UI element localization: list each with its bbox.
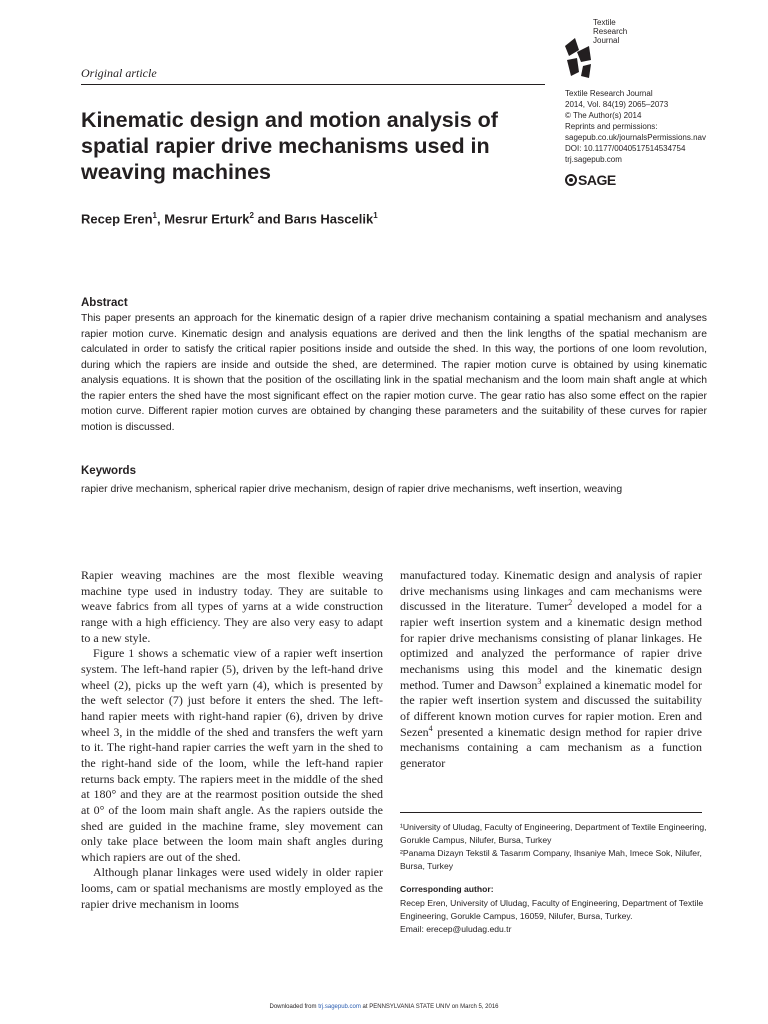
corresponding-author-email[interactable]: Email: erecep@uludag.edu.tr bbox=[400, 924, 512, 934]
download-suffix: at PENNSYLVANIA STATE UNIV on March 5, 2016 bbox=[360, 1004, 499, 1010]
body-paragraph: Rapier weaving machines are the most flexible weaving machine type used in industry today. They are suitable to weave fabrics from all types of yarns at a wide construction range with a high efficiency. They are also very easy to adapt to a new style. bbox=[81, 568, 383, 645]
permissions-link[interactable]: sagepub.co.uk/journalsPermissions.nav bbox=[565, 133, 706, 142]
body-paragraph: Although planar linkages were used widely in older rapier looms, cam or spatial mechanisms are mostly employed as the rapier drive mechanism in looms bbox=[81, 865, 383, 911]
reprints-label: Reprints and permissions: bbox=[565, 122, 658, 131]
body-paragraph: Figure 1 shows a schematic view of a rapier weft insertion system. The left-hand rapier (5), driven by the left-hand drive wheel (2), picks up the weft yarn (4), which is presented by the weft selector (7) just before it enters the shed. The left-hand rapier meets with right-hand rapier (6), driven by drive wheel 3, in the middle of the shed and transfers the weft yarn to it. The right-hand rapier carries the weft yarn in the shed to the right-hand side of the loom, while the left-hand rapier returns back empty. The rapiers meet in the middle of the shed at 180° and they are at the rearmost position outside the shed at 0° of the loom main shaft angle. As the rapiers outside the shed are guided in the machine frame, sley movement can only take place between the loom main shaft angles during which rapiers are out of the shed. bbox=[81, 646, 383, 864]
author-name: Mesrur Erturk bbox=[164, 211, 250, 227]
journal-logo-line: Journal bbox=[593, 36, 620, 45]
download-link[interactable]: trj.sagepub.com bbox=[318, 1004, 361, 1010]
abstract-heading: Abstract bbox=[81, 297, 128, 309]
publisher-logo-text: SAGE bbox=[578, 172, 616, 188]
author-list bbox=[81, 211, 378, 226]
download-notice bbox=[0, 1004, 768, 1010]
corresponding-author-address: Recep Eren, University of Uludag, Faculty of Engineering, Department of Textile Engineering, Gorukle Campus, 16059, Nilufer, Bursa, Turkey. bbox=[400, 898, 704, 921]
keywords-heading: Keywords bbox=[81, 465, 136, 477]
journal-logo-line: Textile bbox=[593, 18, 616, 27]
article-type-label: Original article bbox=[81, 66, 157, 80]
body-column-left bbox=[81, 568, 383, 912]
publisher-logo bbox=[565, 172, 616, 188]
footnote: ²Panama Dizayn Tekstil & Tasarım Company, Ihsaniye Mah, Imece Sok, Nilufer, Bursa, Turkey bbox=[400, 848, 702, 871]
body-text: explained a kinematic model for the rapier weft insertion system and discussed the suitability of different known motion curves for rapier motion. Eren and Sezen bbox=[400, 677, 702, 739]
author-name: Barıs Hascelik bbox=[284, 211, 374, 227]
body-text: presented a kinematic design method for rapier drive mechanisms containing a cam mechanism as a function generator bbox=[400, 724, 702, 770]
journal-logo-text bbox=[593, 18, 627, 45]
author-separator: and bbox=[253, 211, 285, 227]
paper-title: Kinematic design and motion analysis of spatial rapier drive mechanisms used in weaving machines bbox=[81, 108, 498, 184]
author-affiliation: 1 bbox=[152, 211, 157, 220]
download-prefix: Downloaded from bbox=[269, 1004, 319, 1010]
sage-logo-icon bbox=[565, 174, 577, 186]
footnote: ¹University of Uludag, Faculty of Engineering, Department of Textile Engineering, Gorukle Campus, Nilufer, Bursa, Turkey bbox=[400, 822, 707, 845]
body-text: developed a model for a rapier weft insertion system and a kinematic design method for rapier drive mechanisms consisting of planar linkages. He optimized and analyzed the performance of rapier drive mechanisms using this model and the kinematic design method. Tumer and Dawson bbox=[400, 599, 702, 692]
citation-ref[interactable]: 2 bbox=[568, 598, 573, 608]
corresponding-author-heading: Corresponding author: bbox=[400, 884, 494, 894]
doi[interactable]: DOI: 10.1177/0040517514534754 bbox=[565, 144, 686, 153]
journal-logo-line: Research bbox=[593, 27, 628, 36]
corresponding-author bbox=[400, 897, 710, 936]
keywords-text: rapier drive mechanism, spherical rapier drive mechanism, design of rapier drive mechanisms, weft insertion, weaving bbox=[81, 484, 623, 495]
body-text: manufactured today. Kinematic design and analysis of rapier drive mechanisms using linkages and cam mechanisms were discussed in the literature. Tumer bbox=[400, 568, 702, 614]
affiliation-footnotes bbox=[400, 821, 710, 873]
journal-name: Textile Research Journal bbox=[565, 89, 653, 98]
body-column-right bbox=[400, 568, 702, 772]
author-affiliation: 1 bbox=[373, 211, 378, 220]
author-separator: , bbox=[157, 211, 165, 227]
citation-ref[interactable]: 3 bbox=[537, 676, 542, 686]
author-affiliation: 2 bbox=[249, 211, 254, 220]
copyright: © The Author(s) 2014 bbox=[565, 111, 642, 120]
body-paragraph bbox=[400, 568, 702, 772]
footnote-rule bbox=[400, 812, 702, 813]
journal-logo bbox=[563, 18, 643, 84]
journal-site-link[interactable]: trj.sagepub.com bbox=[565, 155, 622, 164]
journal-volume: 2014, Vol. 84(19) 2065–2073 bbox=[565, 100, 669, 109]
citation-ref[interactable]: 4 bbox=[428, 723, 433, 733]
author-name: Recep Eren bbox=[81, 211, 153, 227]
header-rule bbox=[81, 84, 545, 85]
journal-meta bbox=[565, 88, 706, 165]
abstract-text: This paper presents an approach for the kinematic design of a rapier drive mechanism containing a spatial mechanism and analyses rapier motion curve. Kinematic design and analysis equations are derived and then the link lengths of the spatial mechanism are calculated in order to satisfy the critical rapier positions inside and outside the shed. In this way, the portions of one loom revolution, during which the rapiers are inside and outside the shed, are determined. The rapier motion curve is obtained by using kinematic analysis equations. It is shown that the position of the oscillating link in the spatial mechanism and the loom main shaft angle at which the rapier enters the shed have the most significant effect on the rapier motion curve. The gear ratio has also some effect on the rapier motion curve. Different rapier motion curves are obtained by changing these parameters and the suitability of these curves for rapier motion is discussed. bbox=[81, 313, 707, 433]
journal-logo-icon bbox=[563, 36, 593, 80]
